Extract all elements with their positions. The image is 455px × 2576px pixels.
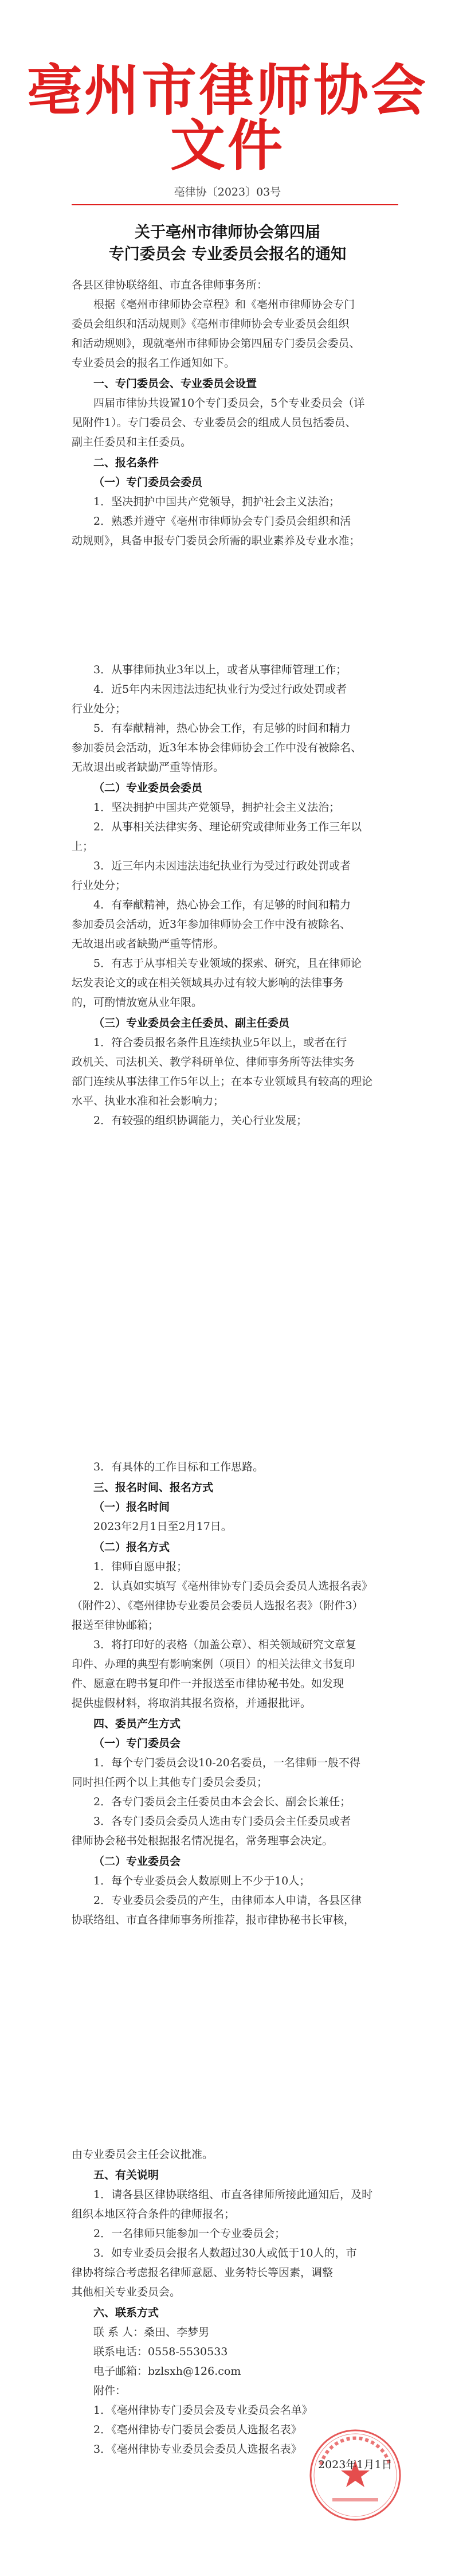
subsection-heading: （一）报名时间 <box>93 1501 170 1513</box>
section-heading: 三、报名时间、报名方式 <box>93 1481 214 1494</box>
attachments-label: 附件： <box>93 2384 127 2397</box>
list-item: 上； <box>72 840 94 853</box>
paragraph-line: 由专业委员会主任会议批准。 <box>72 2148 214 2161</box>
list-item: 行业处分； <box>72 879 127 892</box>
subsection-heading: （二）专业委员会 <box>93 1855 181 1868</box>
attachment-item: 1．《亳州律协专门委员会及专业委员会名单》 <box>93 2404 313 2417</box>
list-item: 2．一名律师只能参加一个专业委员会； <box>93 2227 286 2240</box>
attachment-item: 2．《亳州律协专门委员会委员人选报名表》 <box>93 2423 302 2436</box>
list-item: 1．坚决拥护中国共产党领导，拥护社会主义法治； <box>93 801 340 814</box>
list-item: 参加委员会活动，近3年本协会律师协会工作中没有被除名、 <box>72 741 362 754</box>
list-item: 印件、办理的典型有影响案例（项目）的相关法律文书复印 <box>72 1658 355 1671</box>
list-item: 部门连续从事法律工作5年以上；在本专业领域具有较高的理论 <box>72 1075 373 1088</box>
list-item: 动规则》，具备申报专门委员会所需的职业素养及专业水准； <box>72 534 360 547</box>
list-item: 3．从事律师执业3年以上，或者从事律师管理工作； <box>93 663 347 676</box>
masthead: 亳州市律师协会文件 <box>27 58 428 178</box>
intro-line: 和活动规则》，现就亳州市律师协会第四届专门委员会委员、 <box>72 337 360 350</box>
contact-email: 电子邮箱：bzlsxh@126.com <box>93 2365 241 2378</box>
subsection-heading: （三）专业委员会主任委员、副主任委员 <box>93 1017 290 1029</box>
paragraph-line: 见附件1）。专门委员会、专业委员会的组成人员包括委员、 <box>72 416 356 429</box>
attachment-item: 3．《亳州律协专业委员会委员人选报名表》 <box>93 2443 302 2456</box>
list-item: 4．有奉献精神，热心协会工作，有足够的时间和精力 <box>93 899 351 911</box>
section-heading: 六、联系方式 <box>93 2306 159 2319</box>
doc-number: 亳律协〔2023〕03号 <box>174 186 281 198</box>
contact-phone: 联系电话：0558-5530533 <box>93 2345 228 2358</box>
list-item: 件、愿意在聘书复印件一并报送至市律协秘书处。如发现 <box>72 1677 344 1690</box>
list-item: （附件2）、《亳州律协专业委员会委员人选报名表》（附件3） <box>72 1599 363 1612</box>
list-item: 1．每个专门委员会设10-20名委员，一名律师一般不得 <box>93 1757 360 1769</box>
list-item: 2．有较强的组织协调能力，关心行业发展； <box>93 1114 308 1127</box>
section-heading: 四、委员产生方式 <box>93 1718 181 1730</box>
list-item: 其他相关专业委员会。 <box>72 2286 181 2298</box>
official-seal-icon <box>298 2425 413 2528</box>
doc-title-line1: 关于亳州市律师协会第四届 <box>135 224 320 241</box>
list-item: 3．将打印好的表格（加盖公章）、相关领域研究文章复 <box>93 1638 356 1651</box>
subsection-heading: （一）专门委员会委员 <box>93 476 203 489</box>
list-item: 坛发表论文的或在相关领域具办过有较大影响的法律事务 <box>72 977 344 989</box>
list-item: 3．各专门委员会委员人选由专门委员会主任委员或者 <box>93 1815 351 1828</box>
section-heading: 二、报名条件 <box>93 456 159 469</box>
list-item: 2．各专门委员会主任委员由本会会长、副会长兼任； <box>93 1796 351 1808</box>
list-item: 1．每个专业委员会人数原则上不少于10人； <box>93 1875 311 1887</box>
list-item: 水平、执业水准和社会影响力； <box>72 1095 225 1107</box>
list-item: 无故退出或者缺勤严重等情形。 <box>72 938 225 950</box>
intro-line: 专业委员会的报名工作通知如下。 <box>72 357 236 369</box>
list-item: 组织本地区符合条件的律师报名； <box>72 2208 236 2220</box>
subsection-heading: （二）报名方式 <box>93 1541 170 1554</box>
list-item: 参加委员会活动，近3年参加律师协会工作中没有被除名、 <box>72 918 351 931</box>
section-heading: 一、专门委员会、专业委员会设置 <box>93 377 257 390</box>
list-item: 2．认真如实填写《亳州律协专门委员会委员人选报名表》 <box>93 1580 373 1593</box>
list-item: 政机关、司法机关、教学科研单位、律师事务所等法律实务 <box>72 1056 355 1068</box>
list-item: 提供虚假材料，将取消其报名资格，并通报批评。 <box>72 1697 312 1709</box>
paragraph-line: 2023年2月1日至2月17日。 <box>93 1520 232 1533</box>
list-item: 律师协会秘书处根据报名情况提名，常务理事会决定。 <box>72 1835 334 1847</box>
seal-date: 2023年1月1日 <box>318 2458 393 2471</box>
red-separator-line <box>72 204 398 205</box>
paragraph-line: 副主任委员和主任委员。 <box>72 436 192 448</box>
list-item: 2．专业委员会委员的产生，由律师本人申请，各县区律 <box>93 1894 362 1907</box>
intro-line: 根据《亳州市律师协会章程》和《亳州市律师协会专门 <box>93 298 355 311</box>
list-item: 1．请各县区律协联络组、市直各律师所接此通知后，及时 <box>93 2188 373 2201</box>
list-item: 5．有志于从事相关专业领域的探索、研究，且在律师论 <box>93 957 362 970</box>
list-item: 律协将综合考虑报名律师意愿、业务特长等因素，调整 <box>72 2266 334 2279</box>
doc-title-line2: 专门委员会 专业委员会报名的通知 <box>108 245 347 263</box>
subsection-heading: （一）专门委员会 <box>93 1737 181 1750</box>
list-item: 2．熟悉并遵守《亳州市律师协会专门委员会组织和活 <box>93 515 351 528</box>
contact-person: 联 系 人：桑田、李梦男 <box>93 2326 210 2339</box>
list-item: 无故退出或者缺勤严重等情形。 <box>72 761 225 774</box>
list-item: 行业处分； <box>72 702 127 715</box>
list-item: 1．律师自愿申报； <box>93 1560 188 1573</box>
list-item: 同时担任两个以上其他专门委员会委员； <box>72 1776 268 1789</box>
list-item: 3．近三年内未因违法违纪执业行为受过行政处罚或者 <box>93 860 351 872</box>
list-item: 1．坚决拥护中国共产党领导，拥护社会主义法治； <box>93 495 340 508</box>
list-item: 协联络组、市直各律师事务所推荐，报市律协秘书长审核， <box>72 1914 355 1926</box>
intro-line: 委员会组织和活动规则》《亳州市律师协会专业委员会组织 <box>72 318 350 330</box>
section-heading: 五、有关说明 <box>93 2169 159 2181</box>
list-item: 5．有奉献精神，热心协会工作，有足够的时间和精力 <box>93 722 351 735</box>
list-item: 3．如专业委员会报名人数超过30人或低于10人的，市 <box>93 2247 357 2259</box>
list-item: 4．近5年内未因违法违纪执业行为受过行政处罚或者 <box>93 683 347 696</box>
list-item: 1．符合委员报名条件且连续执业5年以上，或者在行 <box>93 1036 347 1049</box>
paragraph-line: 四届市律协共设置10个专门委员会，5个专业委员会（详 <box>93 397 365 409</box>
list-item: 2．从事相关法律实务、理论研究或律师业务工作三年以 <box>93 821 362 833</box>
list-item: 3．有具体的工作目标和工作思路。 <box>93 1461 264 1473</box>
list-item: 报送至律协邮箱； <box>72 1619 159 1632</box>
subsection-heading: （二）专业委员会委员 <box>93 782 203 794</box>
addressee: 各县区律协联络组、市直各律师事务所： <box>72 279 268 291</box>
list-item: 的，可酌情放宽从业年限。 <box>72 996 203 1009</box>
